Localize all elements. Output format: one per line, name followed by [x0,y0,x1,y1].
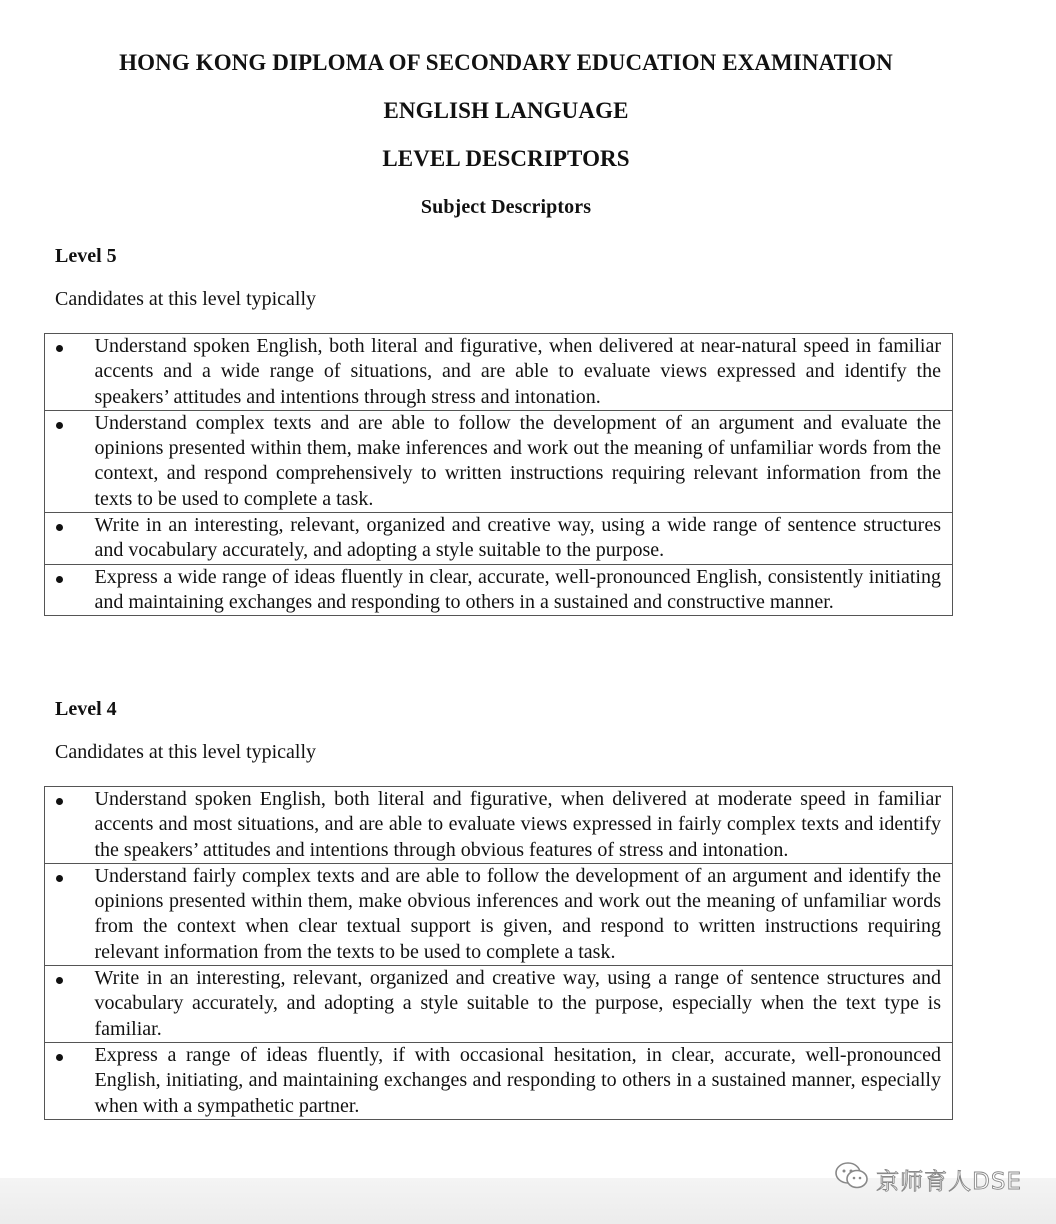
descriptor-row [45,513,953,565]
level-4-intro: Candidates at this level typically [55,741,317,763]
descriptor-row [45,863,953,965]
bullet-icon [56,977,63,984]
watermark [834,1161,1022,1197]
bullet-icon [56,422,63,429]
bullet-icon [56,798,63,805]
descriptor-row [45,966,953,1043]
bullet-icon [56,875,63,882]
level-descriptors-title: LEVEL DESCRIPTORS [382,146,630,171]
descriptor-text: Express a range of ideas fluently, if with occasional hesitation, in clear, accurate, well-pronounced English, initiating, and maintaining exchanges and responding to others in a sustained manner, especially when with a sympathetic partner. [95,1042,953,1119]
level-4-heading: Level 4 [55,698,117,720]
level-5-descriptor-table [44,333,953,616]
descriptor-text: Write in an interesting, relevant, organized and creative way, using a wide range of sentence structures and vocabulary accurately, and adopting a style suitable to the purpose. [95,513,953,565]
level-4-descriptor-table [44,786,953,1120]
exam-title: HONG KONG DIPLOMA OF SECONDARY EDUCATION EXAMINATION [119,50,893,75]
descriptor-text: Understand spoken English, both literal and figurative, when delivered at near-natural speed in familiar accents and a wide range of situations, and are able to evaluate views expressed and identify the speakers’ attitudes and intentions through stress and intonation. [95,334,953,411]
descriptor-text: Understand spoken English, both literal and figurative, when delivered at moderate speed in familiar accents and most situations, and are able to evaluate views expressed in fairly complex texts and identify the speakers’ attitudes and intentions through obvious features of stress and intonation. [95,787,953,864]
subject-descriptors-subtitle: Subject Descriptors [420,196,592,218]
descriptor-text: Understand complex texts and are able to follow the development of an argument and evaluate the opinions presented within them, make inferences and work out the meaning of unfamiliar words from the context, and respond comprehensively to written instructions requiring relevant information from the texts to be used to complete a task. [95,410,953,512]
subject-title: ENGLISH LANGUAGE [383,98,629,123]
descriptor-row [45,410,953,512]
level-5-heading: Level 5 [55,245,117,267]
descriptor-row [45,564,953,616]
bullet-icon [56,1054,63,1061]
watermark-text: 京师育人DSE [876,1168,1022,1195]
descriptor-text: Write in an interesting, relevant, organized and creative way, using a range of sentence structures and vocabulary accurately, and adopting a style suitable to the purpose, especially when the text type is familiar. [95,966,953,1043]
descriptor-row [45,334,953,411]
descriptor-text: Express a wide range of ideas fluently in clear, accurate, well-pronounced English, consistently initiating and maintaining exchanges and responding to others in a sustained and constructive manner. [95,564,953,616]
descriptor-text: Understand fairly complex texts and are able to follow the development of an argument and identify the opinions presented within them, make obvious inferences and work out the meaning of unfamiliar words from the context when clear textual support is given, and respond to written instructions requiring relevant information from the texts to be used to complete a task. [95,863,953,965]
bullet-icon [56,524,63,531]
bullet-icon [56,576,63,583]
descriptor-row [45,787,953,864]
level-5-intro: Candidates at this level typically [55,288,317,310]
descriptor-row [45,1042,953,1119]
bullet-icon [56,345,63,352]
wechat-icon [834,1161,870,1197]
